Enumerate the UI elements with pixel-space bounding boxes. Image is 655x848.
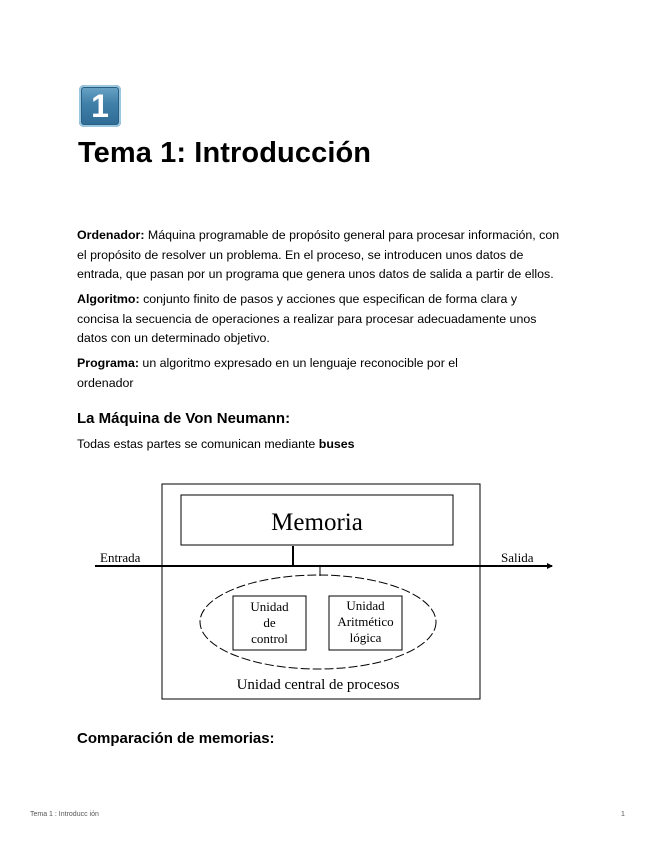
buses-sentence-text: Todas estas partes se comunican mediante [77, 437, 319, 451]
alu-label: lógica [349, 630, 382, 645]
definition-text: concisa la secuencia de operaciones a realizar para procesar adecuadamente unos [77, 311, 537, 326]
definition-text: un algoritmo expresado en un lenguaje reconocible por el [138, 356, 458, 370]
buses-keyword: buses [318, 437, 355, 451]
control-unit-label: Unidad [250, 599, 289, 614]
definition-text: entrada, que pasan por un programa que genera unos datos de salida a partir de ellos. [77, 267, 554, 281]
chapter-number-icon: 1 [79, 85, 121, 127]
definition-text: Máquina programable de propósito general para procesar información, con [144, 228, 560, 242]
von-neumann-heading: La Máquina de Von Neumann: [77, 410, 291, 427]
definition-text: el propósito de resolver un problema. En el proceso, se introducen unos datos de [77, 247, 524, 262]
definition-text: ordenador [77, 375, 134, 390]
footer-chapter: Tema 1 : Introducc ión [30, 811, 99, 818]
definition-term: Ordenador: [77, 228, 145, 242]
page-title: Tema 1: Introducción [78, 137, 372, 169]
memory-comparison-heading: Comparación de memorias: [77, 730, 275, 747]
output-label: Salida [501, 550, 534, 565]
definition-term: Algoritmo: [77, 292, 140, 306]
definition-text: conjunto finito de pasos y acciones que especifican de forma clara y [139, 292, 518, 306]
footer-page-number: 1 [621, 811, 625, 818]
control-unit-label: control [251, 631, 288, 646]
definition-term: Programa: [77, 356, 139, 370]
alu-label: Aritmético [337, 614, 394, 629]
cpu-label: Unidad central de procesos [236, 677, 400, 693]
definition-text: datos con un determinado objetivo. [77, 331, 270, 345]
input-label: Entrada [100, 550, 141, 565]
alu-label: Unidad [346, 598, 385, 613]
control-unit-label: de [263, 615, 276, 630]
memory-label: Memoria [271, 509, 363, 536]
